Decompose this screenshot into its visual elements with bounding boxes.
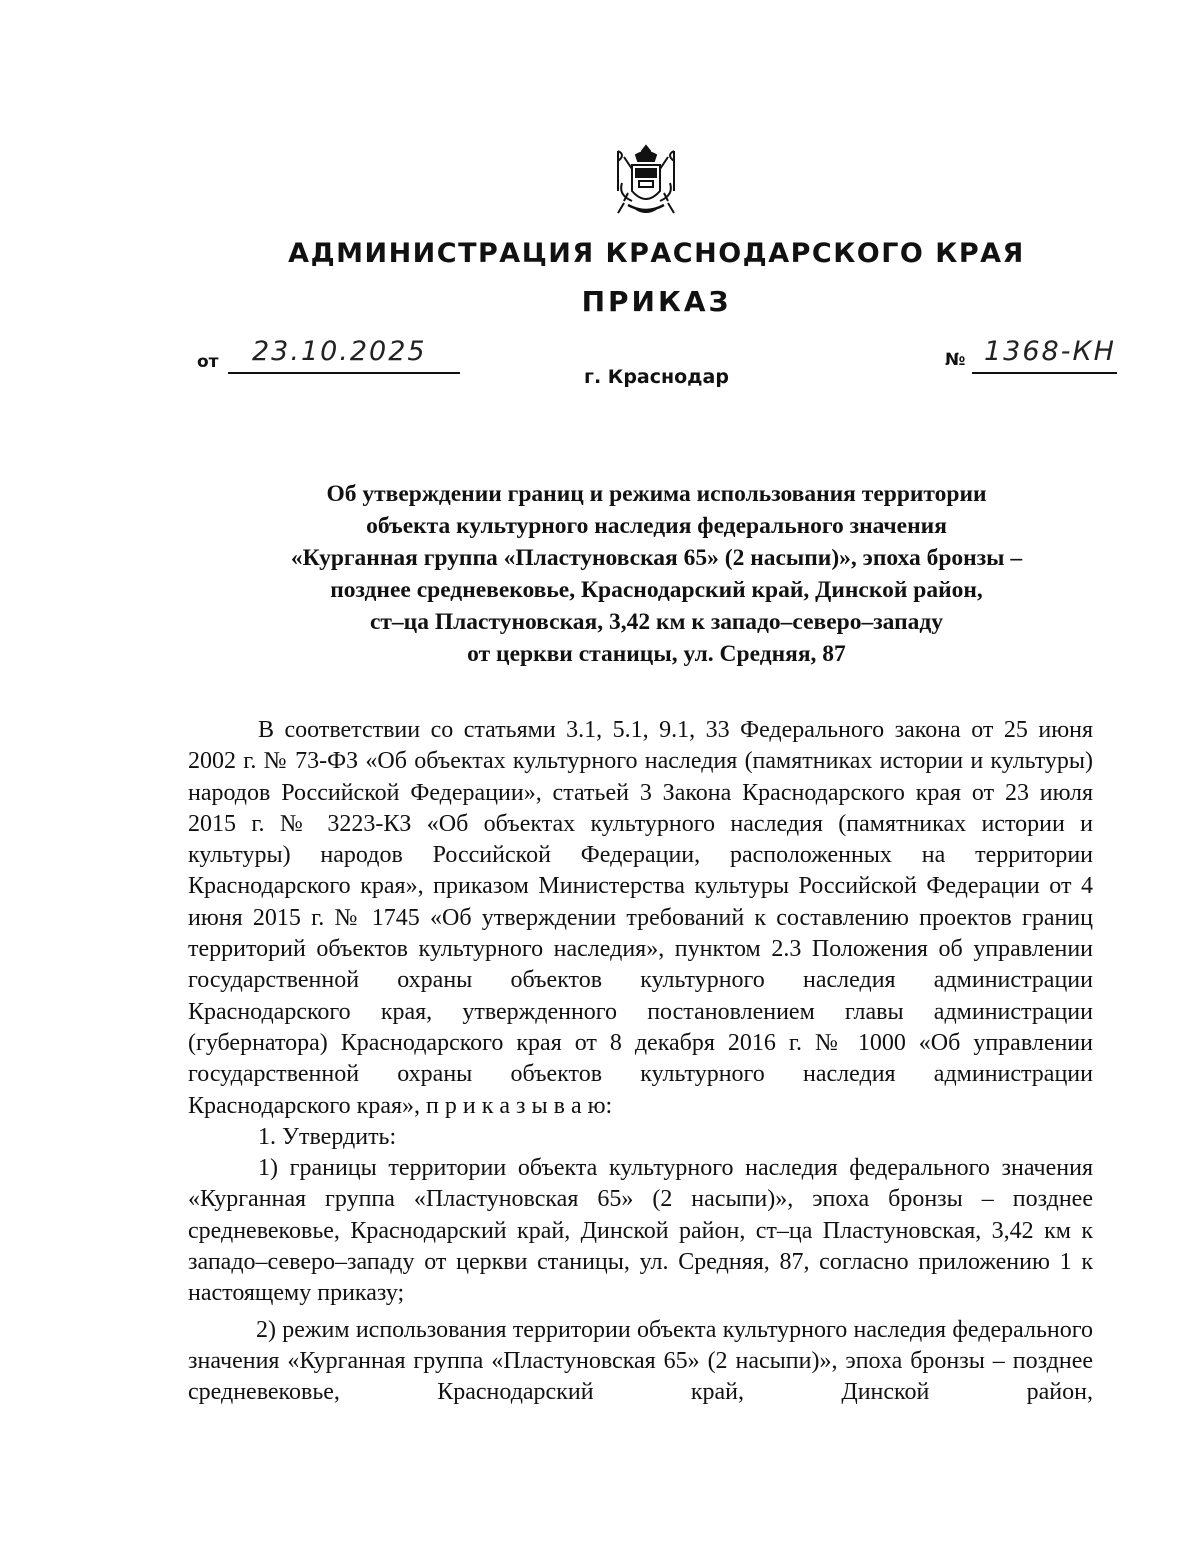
handwritten-number: 1368-КН [984, 336, 1116, 367]
title-line: объекта культурного наследия федерального значения [366, 513, 947, 539]
handwritten-date: 23.10.2025 [252, 336, 427, 367]
item-1-2: 2) режим использования территории объекта культурного наследия федерального значения «Курганная группа «Пластуновская 65» (2 насыпи)», эпоха бронзы – позднее средневековье, Краснодарский край, Динской район, [188, 1316, 1093, 1406]
title-line: Об утверждении границ и режима использования территории [326, 481, 987, 507]
number-label: № [945, 350, 966, 370]
document-type: ПРИКАЗ [581, 285, 732, 318]
city: г. Краснодар [584, 366, 729, 388]
title-line: от церкви станицы, ул. Средняя, 87 [467, 641, 846, 667]
item-1: 1. Утвердить: [258, 1123, 397, 1150]
document-body [188, 715, 1093, 1409]
title-line: «Курганная группа «Пластуновская 65» (2 насыпи)», эпоха бронзы – [290, 545, 1023, 571]
preamble-paragraph: В соответствии со статьями 3.1, 5.1, 9.1, 33 Федерального закона от 25 июня 2002 г. № 73-ФЗ «Об объектах культурного наследия (памятниках истории и культуры) народов Российской Федерации», статьей 3 Закона Краснодарского края от 23 июля 2015 г. № 3223-КЗ «Об объектах культурного наследия (памятниках истории и культуры) народов Российской Федерации, расположенных на территории Краснодарского края», приказом Министерства культуры Российской Федерации от 4 июня 2015 г. № 1745 «Об утверждении требований к составлению проектов границ территорий объектов культурного наследия», пунктом 2.3 Положения об управлении государственной охраны объектов культурного наследия администрации Краснодарского края, утвержденного постановлением главы администрации (губернатора) Краснодарского края от 8 декабря 2016 г. № 1000 «Об управлении государственной охраны объектов культурного наследия администрации Краснодарского края», п р и к а з ы в а ю: [188, 717, 1093, 1119]
date-label: от [197, 352, 219, 372]
krasnodar-krai-coat-of-arms-icon [606, 143, 686, 223]
title-line: ст–ца Пластуновская, 3,42 км к западо–северо–западу [369, 609, 944, 635]
document-title [180, 478, 1133, 670]
organization-name: АДМИНИСТРАЦИЯ КРАСНОДАРСКОГО КРАЯ [288, 238, 1025, 269]
title-line: позднее средневековье, Краснодарский край, Динской район, [330, 577, 983, 603]
item-1-1: 1) границы территории объекта культурного наследия федерального значения «Курганная группа «Пластуновская 65» (2 насыпи)», эпоха бронзы – позднее средневековье, Краснодарский край, Динской район, ст–ца Пластуновская, 3,42 км к западо–северо–западу от церкви станицы, ул. Средняя, 87, согласно приложению 1 к настоящему приказу; [188, 1155, 1093, 1307]
